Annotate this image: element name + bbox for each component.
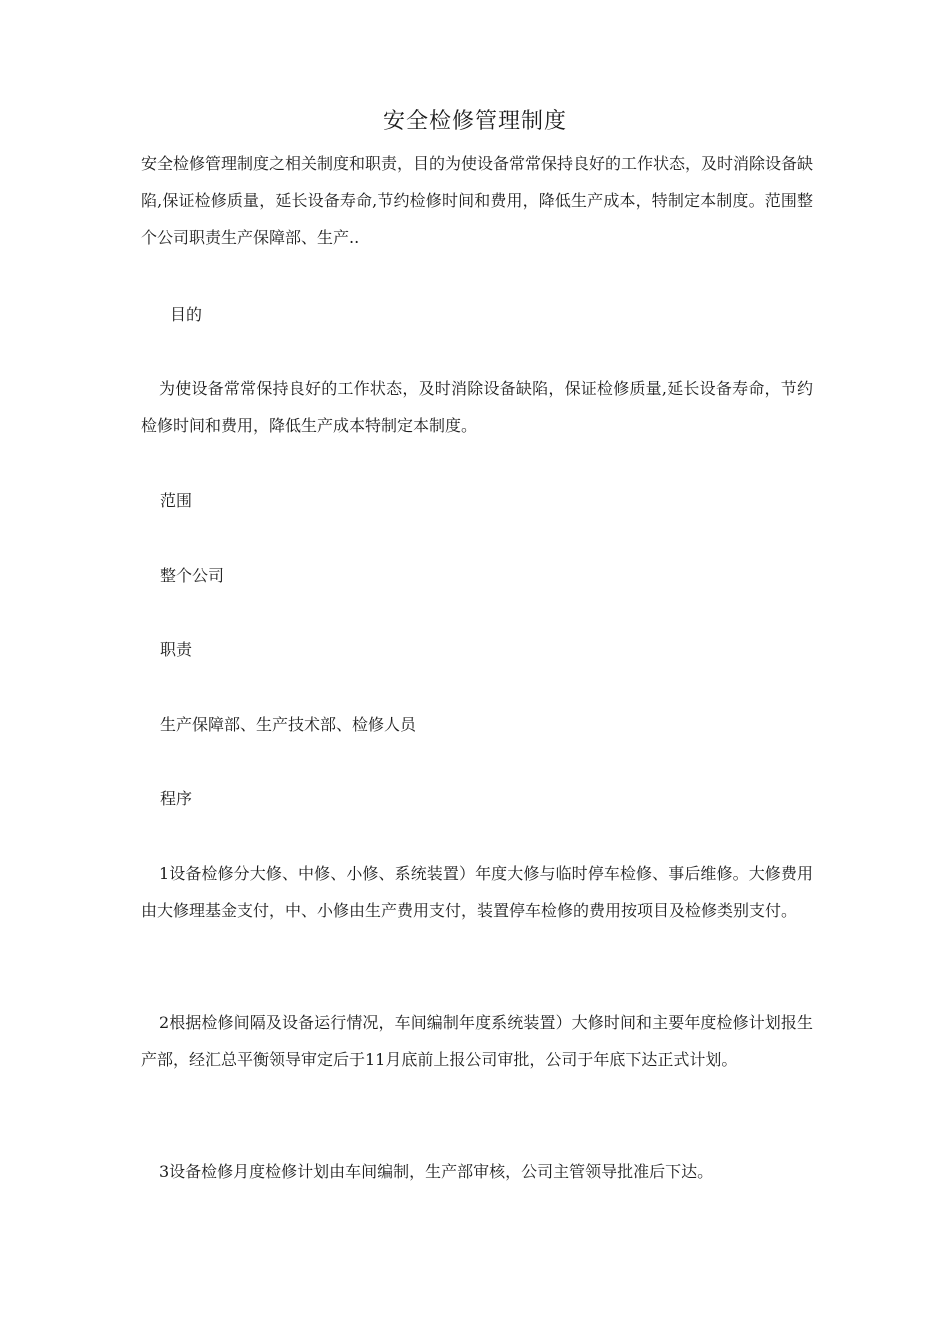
scope-heading: 范围 (160, 491, 193, 510)
purpose-heading: 目的 (170, 305, 203, 324)
intro-paragraph: 安全检修管理制度之相关制度和职责，目的为使设备常常保持良好的工作状态，及时消除设备缺陷,保证检修质量，延长设备寿命,节约检修时间和费用，降低生产成本，特制定本制度。范围整个公司职责生产保障部、生产.. (141, 154, 814, 247)
procedure-item-2: 2根据检修间隔及设备运行情况，车间编制年度系统装置）大修时间和主要年度检修计划报生产部，经汇总平衡领导审定后于11月底前上报公司审批，公司于年底下达正式计划。 (141, 1013, 813, 1069)
procedure-heading: 程序 (160, 789, 193, 808)
duty-heading: 职责 (160, 640, 193, 659)
document-title: 安全检修管理制度 (382, 109, 567, 134)
scope-paragraph: 整个公司 (160, 566, 225, 585)
purpose-paragraph: 为使设备常常保持良好的工作状态，及时消除设备缺陷，保证检修质量,延长设备寿命，节约检修时间和费用，降低生产成本特制定本制度。 (141, 379, 813, 435)
procedure-item-3: 3设备检修月度检修计划由车间编制，生产部审核，公司主管领导批准后下达。 (159, 1162, 714, 1181)
duty-paragraph: 生产保障部、生产技术部、检修人员 (160, 715, 417, 734)
procedure-item-1: 1设备检修分大修、中修、小修、系统装置）年度大修与临时停车检修、事后维修。大修费用由大修理基金支付，中、小修由生产费用支付，装置停车检修的费用按项目及检修类别支付。 (141, 864, 813, 920)
